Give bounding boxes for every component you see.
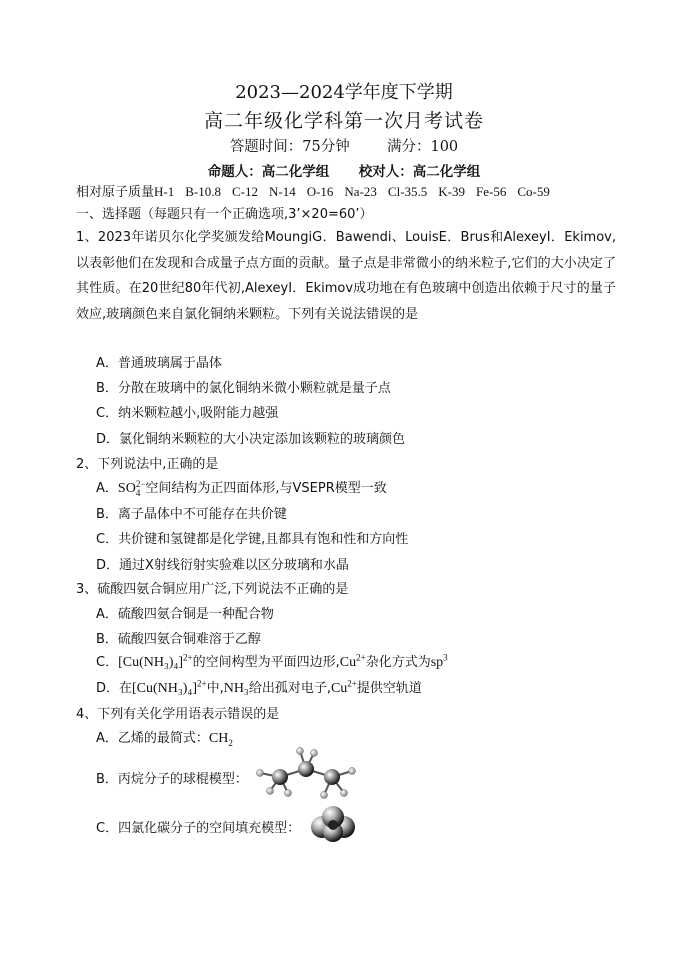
exam-time-score xyxy=(0,135,688,156)
option-prefix: A． xyxy=(96,481,118,496)
section-heading: 一、选择题（每题只有一个正确选项,3’×20=60’） xyxy=(76,207,373,222)
question-1-stem: 1、2023年诺贝尔化学奖颁发给MoungiG．Bawendi、LouisE．Brus和AlexeyI．Ekimov,以表彰他们在发现和合成量子点方面的贡献。量子点是非常微小的纳米粒子,它们的大小决定了其性质。在20世纪80年代初,AlexeyI．Ekimov成功地在有色玻璃中创造出依赖于尺寸的量子效应,玻璃颜色来自氯化铜纳米颗粒。下列有关说法错误的是 xyxy=(76,230,616,322)
formula-text: SO xyxy=(117,481,136,496)
checker-label: 校对人：高二化学组 xyxy=(358,164,481,180)
option-text: 空间结构为正四面体形,与VSEPR模型一致 xyxy=(145,481,387,496)
q2-option-a xyxy=(96,477,387,498)
option-text: 的空间构型为平面四边形, xyxy=(192,655,340,670)
q1-option-d: D．氯化铜纳米颗粒的大小决定添加该颗粒的玻璃颜色 xyxy=(96,432,406,447)
q1-option-c: C．纳米颗粒越小,吸附能力越强 xyxy=(96,406,279,421)
sulfate-formula xyxy=(117,478,146,498)
q3-option-a: A．硫酸四氨合铜是一种配合物 xyxy=(96,607,274,622)
carbon-atom xyxy=(272,769,288,785)
question-4-stem: 4、下列有关化学用语表示错误的是 xyxy=(76,707,280,722)
sp-text: sp xyxy=(430,655,444,670)
atomic-mass-item: B-10.8 xyxy=(185,184,221,199)
atomic-mass-item: N-14 xyxy=(268,184,296,199)
ccl4-space-filling-model xyxy=(310,805,356,843)
ammonia-formula: NH₃ xyxy=(223,681,249,696)
atomic-mass-item: Co-59 xyxy=(517,184,550,199)
atomic-mass-item: Na-23 xyxy=(344,184,377,199)
hydrogen-atom xyxy=(321,792,328,799)
carbon-atom xyxy=(298,761,314,777)
carbon-atom xyxy=(324,769,340,785)
duration-label: 答题时间：75分钟 xyxy=(229,139,350,155)
charge-sup: 2− xyxy=(135,478,146,489)
complex-charge: 2+ xyxy=(196,678,207,689)
option-prefix: D．在 xyxy=(96,681,133,696)
q3-option-d xyxy=(96,677,422,697)
q1-option-b: B．分散在玻璃中的氯化铜纳米微小颗粒就是量子点 xyxy=(96,381,391,396)
q2-option-b: B．离子晶体中不可能存在共价键 xyxy=(96,507,287,522)
cu-charge: 2+ xyxy=(347,678,357,689)
hybridization xyxy=(430,652,448,670)
propane-ball-stick-model xyxy=(254,745,364,801)
hydrogen-atom xyxy=(297,748,304,755)
exam-authors xyxy=(0,160,688,180)
hydrogen-atom xyxy=(267,788,274,795)
atomic-mass-item: C-12 xyxy=(231,184,258,199)
q1-option-a: A．普通玻璃属于晶体 xyxy=(96,356,222,371)
atomic-mass-item: H-1 xyxy=(154,184,175,199)
q4-option-a xyxy=(96,727,233,748)
complex-formula xyxy=(132,678,207,696)
hydrogen-atom xyxy=(285,790,292,797)
option-text: 提供空轨道 xyxy=(356,681,422,696)
complex-formula xyxy=(118,652,193,670)
atomic-mass-item: O-16 xyxy=(306,184,334,199)
cu-text: Cu xyxy=(330,681,348,696)
exam-title: 高二年级化学科第一次月考试卷 xyxy=(203,110,484,132)
q3-option-c xyxy=(96,651,448,671)
q2-option-c: C．共价键和氢键都是化学键,且都具有饱和性和方向性 xyxy=(96,532,409,547)
count-sub: 4 xyxy=(135,487,141,498)
q2-option-d: D．通过X射线衍射实验难以区分玻璃和水晶 xyxy=(96,558,349,573)
option-text: 中, xyxy=(206,681,224,696)
q3-option-b: B．硫酸四氨合铜难溶于乙醇 xyxy=(96,632,261,647)
question-3-stem: 3、硫酸四氨合铜应用广泛,下列说法不正确的是 xyxy=(76,582,349,597)
hydrogen-atom xyxy=(349,768,356,775)
atomic-mass-line xyxy=(76,181,561,200)
option-text: 给出孤对电子, xyxy=(248,681,331,696)
option-text: A．乙烯的最简式： xyxy=(96,731,209,746)
exam-title-year: 2023—2024学年度下学期 xyxy=(235,82,453,103)
carbon-atom xyxy=(328,820,338,830)
hydrogen-atom xyxy=(257,770,264,777)
cu-ion xyxy=(330,678,357,696)
cu-ion xyxy=(339,652,366,670)
cu-charge: 2+ xyxy=(356,652,366,663)
complex-charge: 2+ xyxy=(183,652,193,663)
atomic-mass-label: 相对原子质量 xyxy=(76,185,155,200)
question-2-stem: 2、下列说法中,正确的是 xyxy=(76,457,219,472)
author-label: 命题人：高二化学组 xyxy=(207,164,330,180)
score-label: 满分：100 xyxy=(386,139,459,155)
atomic-mass-item: K-39 xyxy=(438,184,466,199)
atomic-mass-item: Fe-56 xyxy=(476,184,507,199)
sp-sup: 3 xyxy=(443,652,448,663)
formula-text: CH xyxy=(208,731,229,746)
formula-sub: 2 xyxy=(228,737,233,748)
q4-option-b: B．丙烷分子的球棍模型： xyxy=(96,772,248,787)
q4-option-c: C．四氯化碳分子的空间填充模型： xyxy=(96,821,301,836)
ethylene-formula xyxy=(209,731,233,746)
cu-text: Cu xyxy=(339,655,357,670)
option-prefix: C． xyxy=(96,655,119,670)
hydrogen-atom xyxy=(341,790,348,797)
complex-text: [Cu(NH₃)₄] xyxy=(118,655,184,670)
hydrogen-atom xyxy=(311,750,318,757)
complex-text: [Cu(NH₃)₄] xyxy=(132,681,197,696)
atomic-mass-item: Cl-35.5 xyxy=(387,184,428,199)
option-text: 杂化方式为 xyxy=(365,655,431,670)
